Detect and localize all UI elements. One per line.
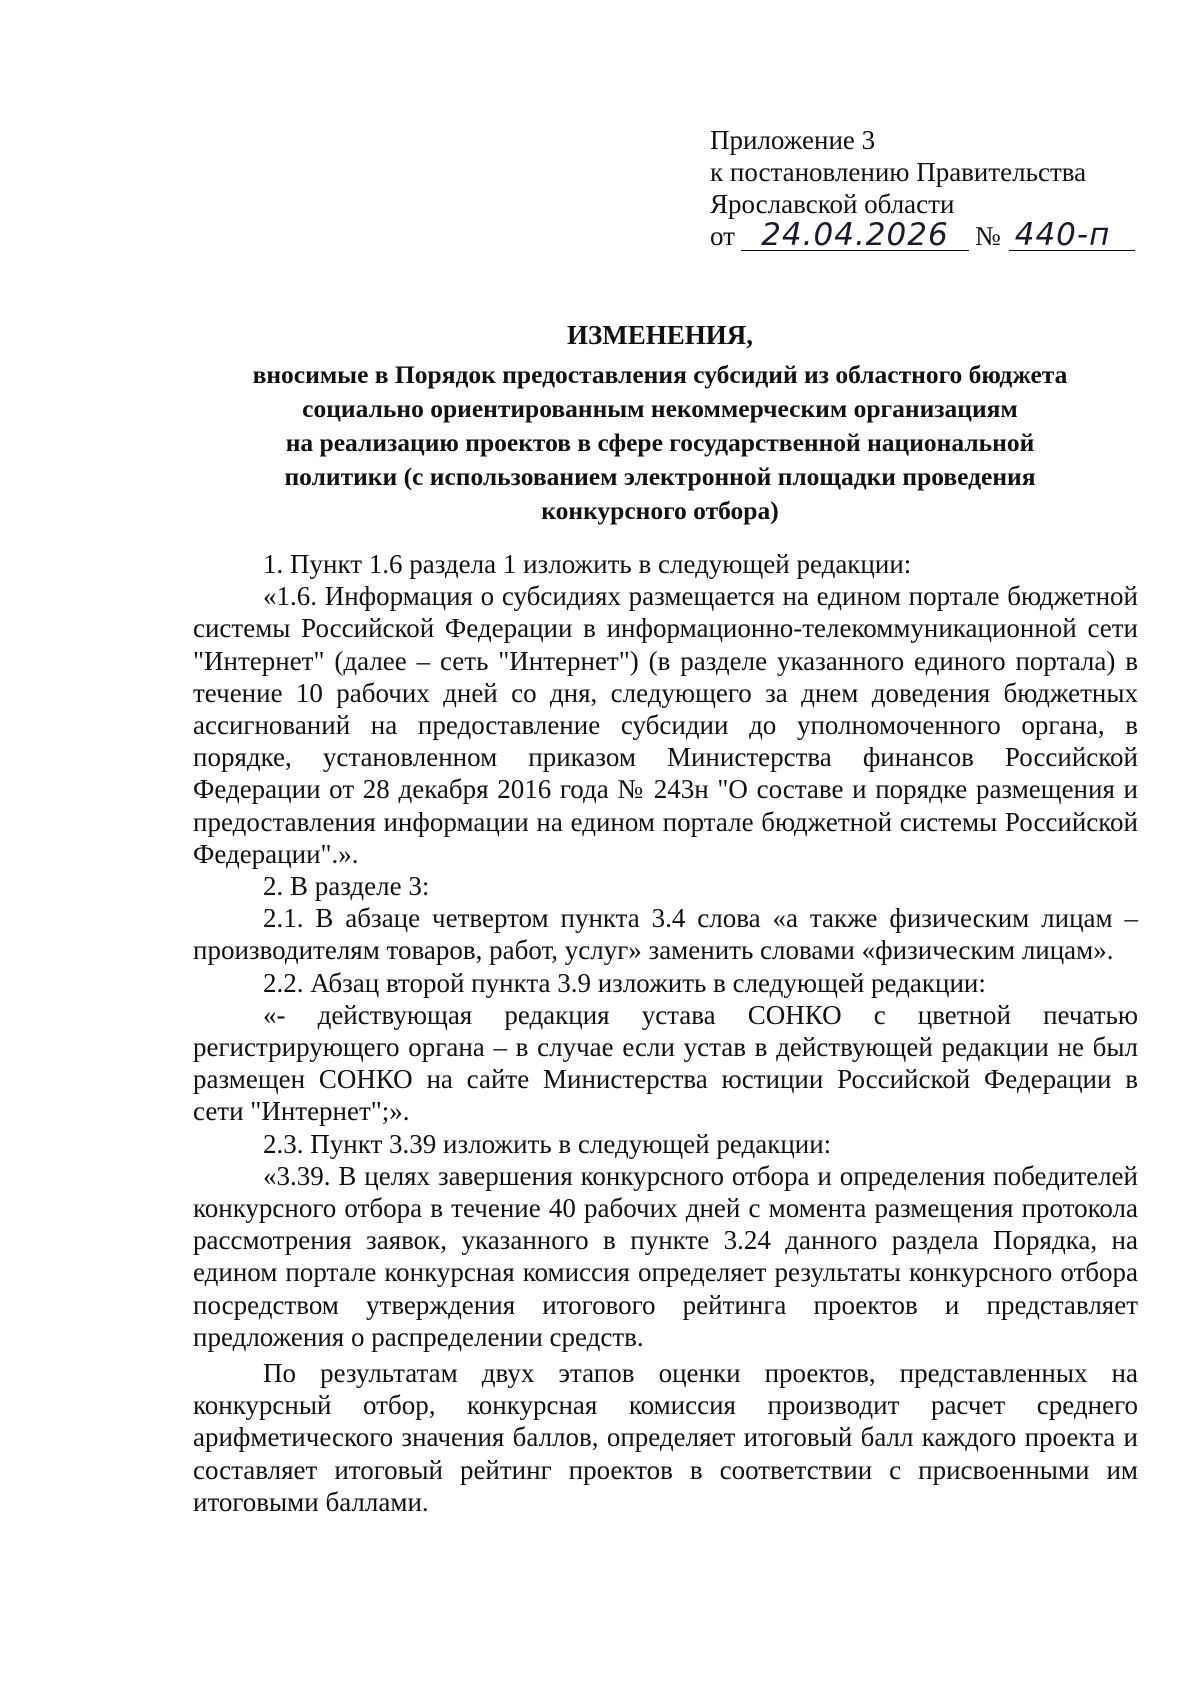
paragraph-item-2-3: 2.3. Пункт 3.39 изложить в следующей редакции: [263,1128,832,1159]
appendix-date-line [710,217,1135,253]
handwritten-number: 440-п [1009,220,1135,251]
heading-line: социально ориентированным некоммерческим организациям [302,394,1018,423]
paragraph-item-1: 1. Пункт 1.6 раздела 1 изложить в следующей редакции: [263,549,912,579]
heading-title: ИЗМЕНЕНИЯ, [566,320,753,350]
heading-line: на реализацию проектов в сфере государственной национальной [285,428,1035,457]
appendix-region: Ярославской области [710,189,955,219]
paragraph-quote-3-9: «- действующая редакция устава СОНКО с цветной печатью регистрирующего органа – в случае если устав в действующей редакции не был размещен СОНКО на сайте Министерства юстиции Российской Федерации в сети "Интернет";». [193,999,1138,1127]
paragraph-item-2-1: 2.1. В абзаце четвертом пункта 3.4 слова «а также физическим лицам – производителям товаров, работ, услуг» заменить словами «физическим лицам». [193,903,1138,966]
appendix-reference: к постановлению Правительства [710,157,1087,187]
paragraph-quote-1-6: «1.6. Информация о субсидиях размещается на едином портале бюджетной системы Российской Федерации в информационно-телекоммуникационной сети "Интернет" (далее – сеть "Интернет") (в разделе указанного единого портала) в течение 10 рабочих дней со дня, следующего за днем доведения бюджетных ассигнований на предоставление субсидии до уполномоченного органа, в порядке, установленном приказом Министерства финансов Российской Федерации от 28 декабря 2016 года № 243н "О составе и порядке размещения и предоставления информации на едином портале бюджетной системы Российской Федерации".». [193,581,1138,869]
handwritten-date: 24.04.2026 [741,220,969,251]
number-sign: № [974,221,1001,251]
paragraph-item-2-2: 2.2. Абзац второй пункта 3.9 изложить в следующей редакции: [263,967,986,998]
document-heading [200,318,1120,528]
paragraph-quote-3-39: «3.39. В целях завершения конкурсного отбора и определения победителей конкурсного отбора в течение 40 рабочих дней с момента размещения протокола рассмотрения заявок, указанного в пункте 3.24 данного раздела Порядка, на едином портале конкурсная комиссия определяет результаты конкурсного отбора посредством утверждения итогового рейтинга проектов и представляет предложения о распределении средств. [193,1160,1138,1352]
appendix-block [710,124,1135,252]
paragraph-scoring: По результатам двух этапов оценки проектов, представленных на конкурсный отбор, конкурсная комиссия производит расчет среднего арифметического значения баллов, определяет итоговый балл каждого проекта и составляет итоговый рейтинг проектов в соответствии с присвоенными им итоговыми баллами. [193,1358,1138,1517]
appendix-number: Приложение 3 [710,125,876,155]
paragraph-item-2: 2. В разделе 3: [263,871,430,902]
heading-line: вносимые в Порядок предоставления субсидий из областного бюджета [252,360,1068,389]
date-prefix: от [710,221,735,251]
heading-line: конкурсного отбора) [541,496,779,525]
heading-line: политики (с использованием электронной площадки проведения [284,462,1036,491]
document-body [193,548,1138,1518]
